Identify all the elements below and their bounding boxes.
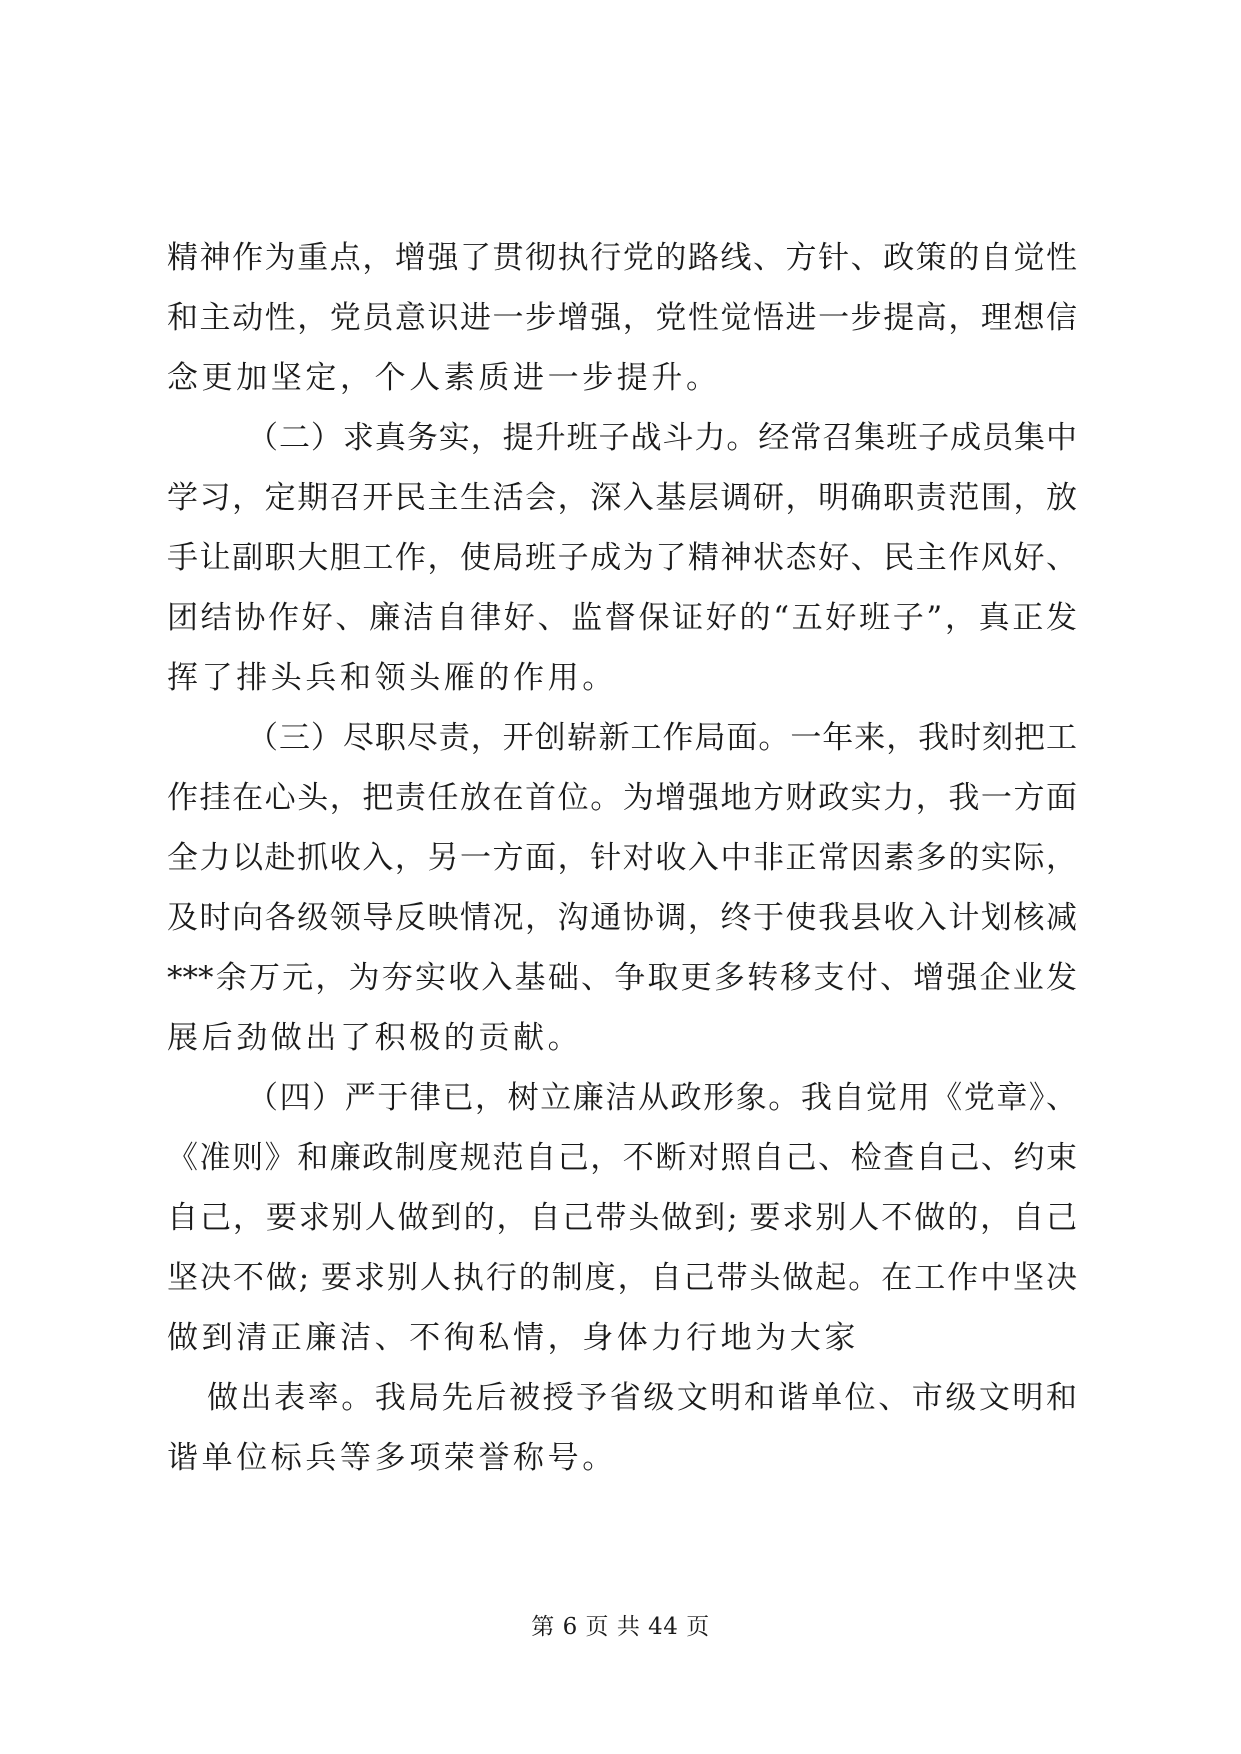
text-line: 及时向各级领导反映情况，沟通协调，终于使我县收入计划核减 xyxy=(167,900,1077,936)
text-line: 全力以赴抓收入，另一方面，针对收入中非正常因素多的实际， xyxy=(167,840,1077,876)
text-line: 《准则》和廉政制度规范自己，不断对照自己、检查自己、约束 xyxy=(167,1140,1077,1176)
text-line: 展后劲做出了积极的贡献。 xyxy=(167,1020,583,1056)
page-number-footer: 第 6 页 共 44 页 xyxy=(531,1614,710,1640)
paragraph-heading-line: （四）严于律已，树立廉洁从政形象。我自觉用《党章》、 xyxy=(247,1080,1077,1116)
text-line: 学习，定期召开民主生活会，深入基层调研，明确职责范围，放 xyxy=(167,480,1077,516)
text-line: 手让副职大胆工作，使局班子成为了精神状态好、民主作风好、 xyxy=(167,540,1077,576)
text-line: 精神作为重点，增强了贯彻执行党的路线、方针、政策的自觉性 xyxy=(167,240,1077,276)
document-body xyxy=(167,228,1077,1488)
text-line: 做到清正廉洁、不徇私情，身体力行地为大家 xyxy=(167,1320,859,1356)
text-line: 团结协作好、廉洁自律好、监督保证好的“五好班子”，真正发 xyxy=(167,600,1077,636)
paragraph-start-line: 做出表率。我局先后被授予省级文明和谐单位、市级文明和 xyxy=(207,1380,1077,1416)
text-line: ***余万元，为夯实收入基础、争取更多转移支付、增强企业发 xyxy=(167,960,1077,996)
text-line: 自己，要求别人做到的，自己带头做到; 要求别人不做的，自己 xyxy=(167,1200,1077,1236)
text-line: 和主动性，党员意识进一步增强，党性觉悟进一步提高，理想信 xyxy=(167,300,1077,336)
paragraph-heading-line: （三）尽职尽责，开创崭新工作局面。一年来，我时刻把工 xyxy=(247,720,1077,756)
text-line: 挥了排头兵和领头雁的作用。 xyxy=(167,660,617,696)
paragraph-heading-line: （二）求真务实，提升班子战斗力。经常召集班子成员集中 xyxy=(247,420,1077,456)
text-line: 坚决不做; 要求别人执行的制度，自己带头做起。在工作中坚决 xyxy=(167,1260,1077,1296)
text-line: 谐单位标兵等多项荣誉称号。 xyxy=(167,1440,617,1476)
text-line: 念更加坚定，个人素质进一步提升。 xyxy=(167,360,721,396)
text-line: 作挂在心头，把责任放在首位。为增强地方财政实力，我一方面 xyxy=(167,780,1077,816)
